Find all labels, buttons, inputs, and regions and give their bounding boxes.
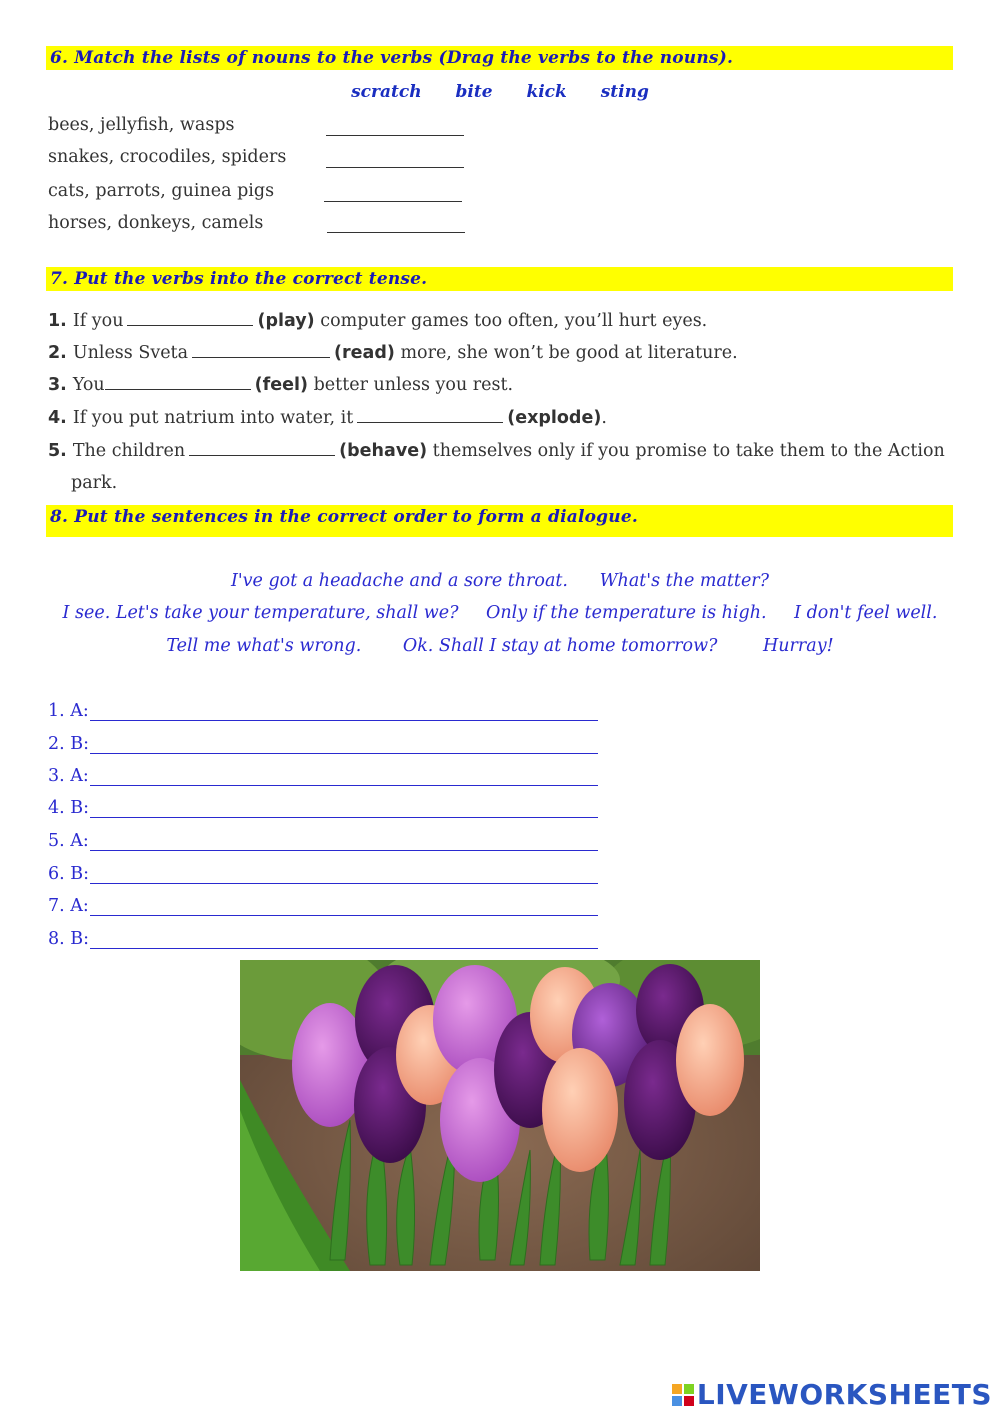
sentence-option[interactable]: I don't feel well. [794, 603, 938, 623]
sentence-option[interactable]: I see. Let's take your temperature, shall we? [62, 603, 459, 623]
tense-question: 4. If you put natrium into water, it (explode). [48, 408, 607, 428]
dialogue-answer-field[interactable] [90, 850, 598, 851]
drop-target[interactable] [326, 148, 464, 168]
tense-question: 3. You (feel) better unless you rest. [48, 375, 514, 395]
dialogue-line: 2. B: [48, 734, 89, 754]
sentence-option[interactable]: Tell me what's wrong. [166, 636, 362, 656]
sentence-option[interactable]: I've got a headache and a sore throat. [230, 571, 568, 591]
verb-option[interactable]: scratch [351, 82, 422, 102]
liveworksheets-logo-icon [672, 1380, 694, 1402]
noun-list: snakes, crocodiles, spiders [48, 147, 287, 167]
dialogue-answer-field[interactable] [90, 883, 598, 884]
tense-question: 1. If you (play) computer games too often, you’ll hurt eyes. [48, 311, 708, 331]
verb-option[interactable]: bite [455, 82, 493, 102]
dialogue-line: 8. B: [48, 929, 89, 949]
noun-list: bees, jellyfish, wasps [48, 115, 235, 135]
sentence-bank-row [0, 571, 1000, 591]
liveworksheets-logo [672, 1378, 992, 1411]
dialogue-line: 5. A: [48, 831, 89, 851]
answer-blank[interactable] [192, 343, 330, 358]
noun-list: cats, parrots, guinea pigs [48, 181, 275, 201]
hyacinth-flowers-image [240, 960, 760, 1271]
dialogue-answer-field[interactable] [90, 915, 598, 916]
dialogue-line: 6. B: [48, 864, 89, 884]
exercise-7-heading: 7. Put the verbs into the correct tense. [50, 269, 428, 289]
answer-blank[interactable] [189, 441, 335, 456]
sentence-option[interactable]: What's the matter? [599, 571, 770, 591]
verb-option[interactable]: kick [526, 82, 567, 102]
noun-list: horses, donkeys, camels [48, 213, 264, 233]
liveworksheets-logo-text: LIVEWORKSHEETS [696, 1378, 992, 1411]
sentence-bank-row [0, 603, 1000, 623]
sentence-option[interactable]: Hurray! [763, 636, 834, 656]
exercise-7-heading-bar [46, 267, 953, 291]
verb-option[interactable]: sting [600, 82, 649, 102]
exercise-8-heading-bar [46, 505, 953, 537]
dialogue-line: 1. A: [48, 701, 89, 721]
drop-target[interactable] [327, 213, 465, 233]
dialogue-line: 7. A: [48, 896, 89, 916]
dialogue-line: 3. A: [48, 766, 89, 786]
verb-bank [0, 82, 1000, 102]
exercise-8-heading: 8. Put the sentences in the correct order to form a dialogue. [50, 507, 638, 527]
drop-target[interactable] [324, 182, 462, 202]
answer-blank[interactable] [127, 311, 253, 326]
dialogue-answer-field[interactable] [90, 948, 598, 949]
sentence-bank-row [0, 636, 1000, 656]
exercise-6-heading-bar [46, 46, 953, 70]
dialogue-answer-field[interactable] [90, 753, 598, 754]
dialogue-answer-field[interactable] [90, 720, 598, 721]
exercise-6-heading: 6. Match the lists of nouns to the verbs (Drag the verbs to the nouns). [50, 48, 734, 68]
answer-blank[interactable] [105, 375, 251, 390]
answer-blank[interactable] [357, 408, 503, 423]
dialogue-answer-field[interactable] [90, 817, 598, 818]
dialogue-answer-field[interactable] [90, 785, 598, 786]
tense-question: 2. Unless Sveta (read) more, she won’t be good at literature. [48, 343, 738, 363]
dialogue-line: 4. B: [48, 798, 89, 818]
tense-question: 5. The children (behave) themselves only if you promise to take them to the Action [48, 441, 945, 461]
drop-target[interactable] [326, 116, 464, 136]
sentence-option[interactable]: Only if the temperature is high. [486, 603, 767, 623]
sentence-option[interactable]: Ok. Shall I stay at home tomorrow? [402, 636, 718, 656]
tense-question-continued: park. [71, 473, 118, 493]
